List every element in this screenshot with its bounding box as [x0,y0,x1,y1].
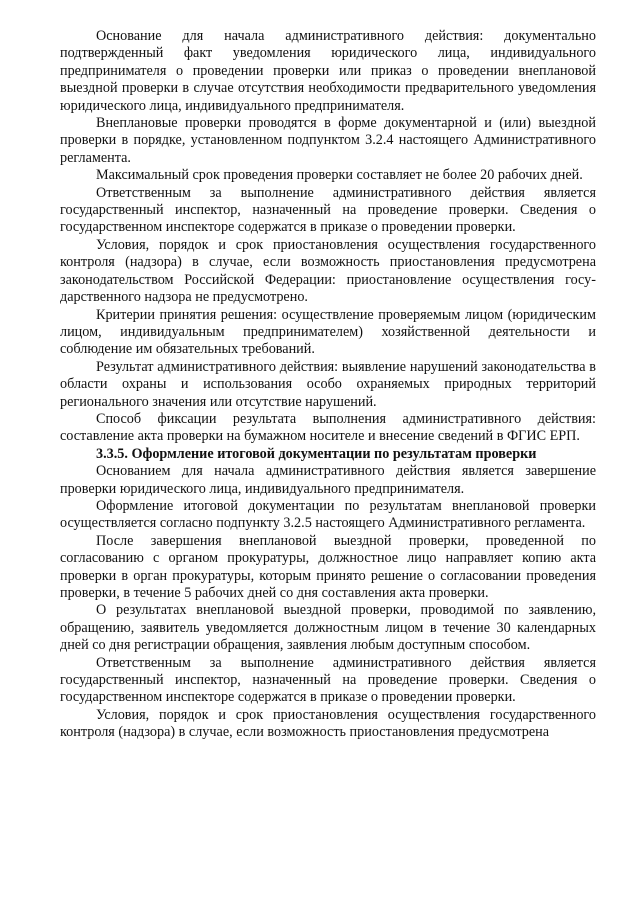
paragraph-result-recording: Способ фиксации результата выполнения административного действия: составление акта проверки на бумажном носителе и внесение сведений в ФГИС ЕРП. [60,410,596,445]
paragraph-prosecutor-copy: После завершения внеплановой выездной проверки, проведенной по согласованию с органом прокуратуры, должностное лицо направляет копию акта проверки в орган прокуратуры, которым принято решение о согласовании проведения проверки, в течение 5 рабочих дней со дня составления акта проверки. [60,532,596,601]
paragraph-suspension-conditions: Условия, порядок и срок приостановления осуществления государственного контроля (надзора) в случае, если возможность приостановления предусмотрена законодательством Российской Федерации: приостановление осуществления государственного надзора не предусмотрено. [60,236,596,306]
paragraph-applicant-notification: О результатах внеплановой выездной проверки, проводимой по заявлению, обращению, заявитель уведомляется должностным лицом в течение 30 календарных дней со дня регистрации обращения, заявления любым доступным способом. [60,602,596,654]
paragraph-decision-criteria: Критерии принятия решения: осуществление проверяемым лицом (юридическим лицом, индивидуальным предпринимателем) хозяйственной деятельности и соблюдение им обязательных требований. [60,306,596,358]
paragraph-max-duration: Максимальный срок проведения проверки составляет не более 20 рабочих дней. [96,167,583,184]
paragraph-responsible-person-2: Ответственным за выполнение административного действия является государственный инспектор, назначенный на проведение проверки. Сведения о государственном инспекторе содержатся в приказе о проведении проверки. [60,654,596,706]
paragraph-documentation-procedure: Оформление итоговой документации по результатам внеплановой проверки осуществляется согласно подпункту 3.2.5 настоящего Административного регламента. [60,497,596,532]
paragraph-responsible-person: Ответственным за выполнение административного действия является государственный инспектор, назначенный на проведение проверки. Сведения о государственном инспекторе содержатся в приказе о проведении проверки. [60,184,596,236]
paragraph-basis-for-start: Основание для начала административного действия: документально подтвержденный факт уведомления юридического лица, индивидуального предпринимателя о проведении проверки или приказ о проведении внеплановой выездной проверки в случае отсутствия необходимости предварительного уведомления юридического лица, индивидуального предпринимателя. [60,28,596,114]
paragraph-suspension-conditions-2: Условия, порядок и срок приостановления осуществления государственного контроля (надзора) в случае, если возможность приостановления предусмотрена [60,706,596,741]
section-heading: 3.3.5. Оформление итоговой документации по результатам проверки [96,445,537,462]
paragraph-unscheduled-inspection-form: Внеплановые проверки проводятся в форме документарной и (или) выездной проверки в порядке, установленном подпунктом 3.2.4 настоящего Административного регламента. [60,115,596,166]
document-page [60,28,596,742]
paragraph-action-result: Результат административного действия: выявление нарушений законодательства в области охраны и использования особо охраняемых природных территорий регионального значения или отсутствие нарушений. [60,358,596,410]
paragraph-basis-for-documentation: Основанием для начала административного действия является завершение проверки юридического лица, индивидуального предпринимателя. [60,463,596,497]
